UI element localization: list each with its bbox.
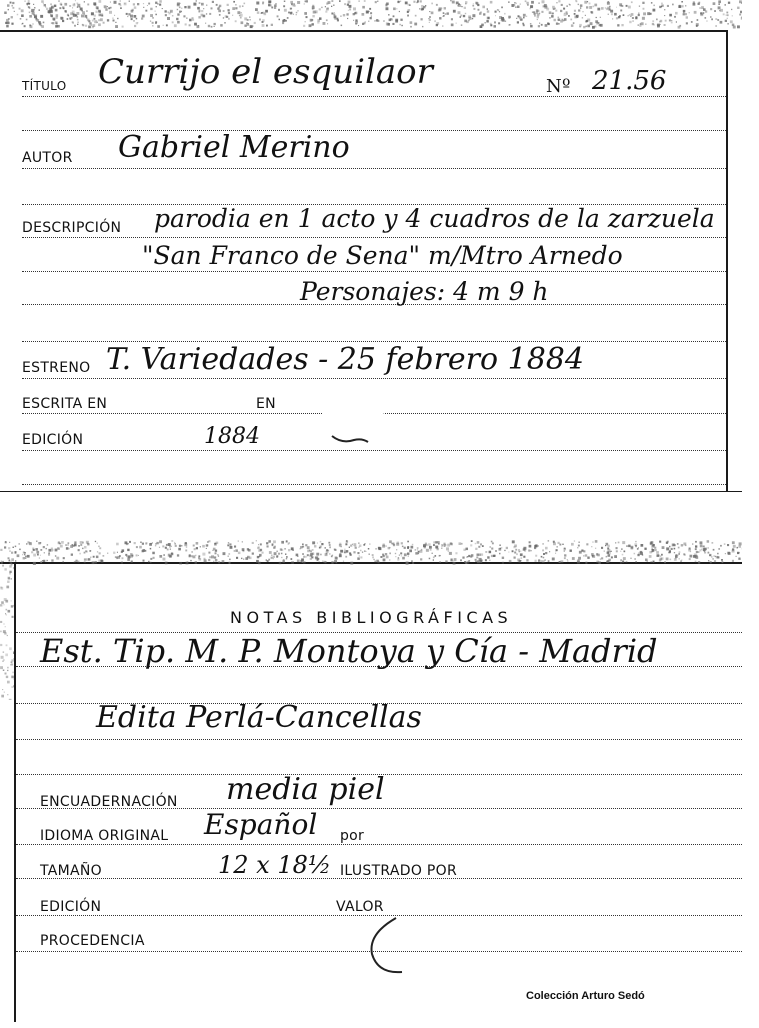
ilustrado-label: ILUSTRADO POR [340, 863, 457, 879]
ruled-line [22, 271, 726, 272]
ruled-line [22, 96, 726, 97]
descripcion-line2: "San Franco de Sena" m/Mtro Arnedo [142, 241, 623, 270]
edicion-value: 1884 [204, 424, 260, 449]
idioma-label: IDIOMA ORIGINAL [40, 828, 169, 844]
descripcion-label: DESCRIPCIÓN [22, 220, 122, 236]
scan-speckle-middle [0, 540, 742, 566]
ruled-line [22, 450, 726, 451]
ruled-line [16, 844, 742, 845]
por-label: por [340, 828, 365, 844]
notas-line1: Est. Tip. M. P. Montoya y Cía - Madrid [40, 632, 658, 670]
ruled-line [22, 237, 726, 238]
descripcion-line1: parodia en 1 acto y 4 cuadros de la zarzuela [154, 204, 715, 233]
en-label: EN [256, 396, 276, 412]
tamano-label: TAMAÑO [40, 863, 102, 879]
edicion-label: EDICIÓN [40, 899, 102, 915]
ink-mark [356, 914, 416, 980]
numero-label: Nº [546, 76, 571, 97]
ruled-line [16, 739, 742, 740]
edicion-label: EDICIÓN [22, 432, 84, 448]
numero-value: 21.56 [592, 66, 667, 96]
autor-label: AUTOR [22, 150, 73, 166]
ruled-line [22, 378, 726, 379]
catalog-card-back [0, 540, 742, 1028]
catalog-card-front [0, 0, 742, 492]
valor-label: VALOR [336, 899, 384, 915]
ruled-line [22, 168, 726, 169]
estreno-label: ESTRENO [22, 360, 91, 376]
encuadernacion-label: ENCUADERNACIÓN [40, 794, 178, 810]
collection-footer: Colección Arturo Sedó [526, 990, 645, 1002]
notas-heading: NOTAS BIBLIOGRÁFICAS [230, 608, 513, 627]
tamano-value: 12 x 18½ [218, 851, 332, 879]
scan-speckle-left [0, 560, 14, 700]
scan-speckle-top [0, 0, 742, 30]
titulo-label: TÍTULO [22, 79, 67, 93]
titulo-value: Currijo el esquilaor [98, 52, 433, 92]
idioma-value: Español [204, 808, 318, 841]
card-left-border [14, 562, 16, 1022]
escrita-en-label: ESCRITA EN [22, 396, 108, 412]
card-bottom-border [0, 491, 742, 492]
encuadernacion-value: media piel [226, 772, 385, 807]
autor-value: Gabriel Merino [118, 130, 350, 165]
card-right-border [726, 30, 728, 492]
ink-mark [330, 428, 370, 446]
estreno-value: T. Variedades - 25 febrero 1884 [106, 342, 584, 377]
procedencia-label: PROCEDENCIA [40, 933, 145, 949]
descripcion-line3: Personajes: 4 m 9 h [300, 277, 549, 306]
ruled-line [22, 484, 726, 485]
card-top-border [0, 30, 728, 32]
notas-line2: Edita Perlá-Cancellas [96, 700, 422, 735]
